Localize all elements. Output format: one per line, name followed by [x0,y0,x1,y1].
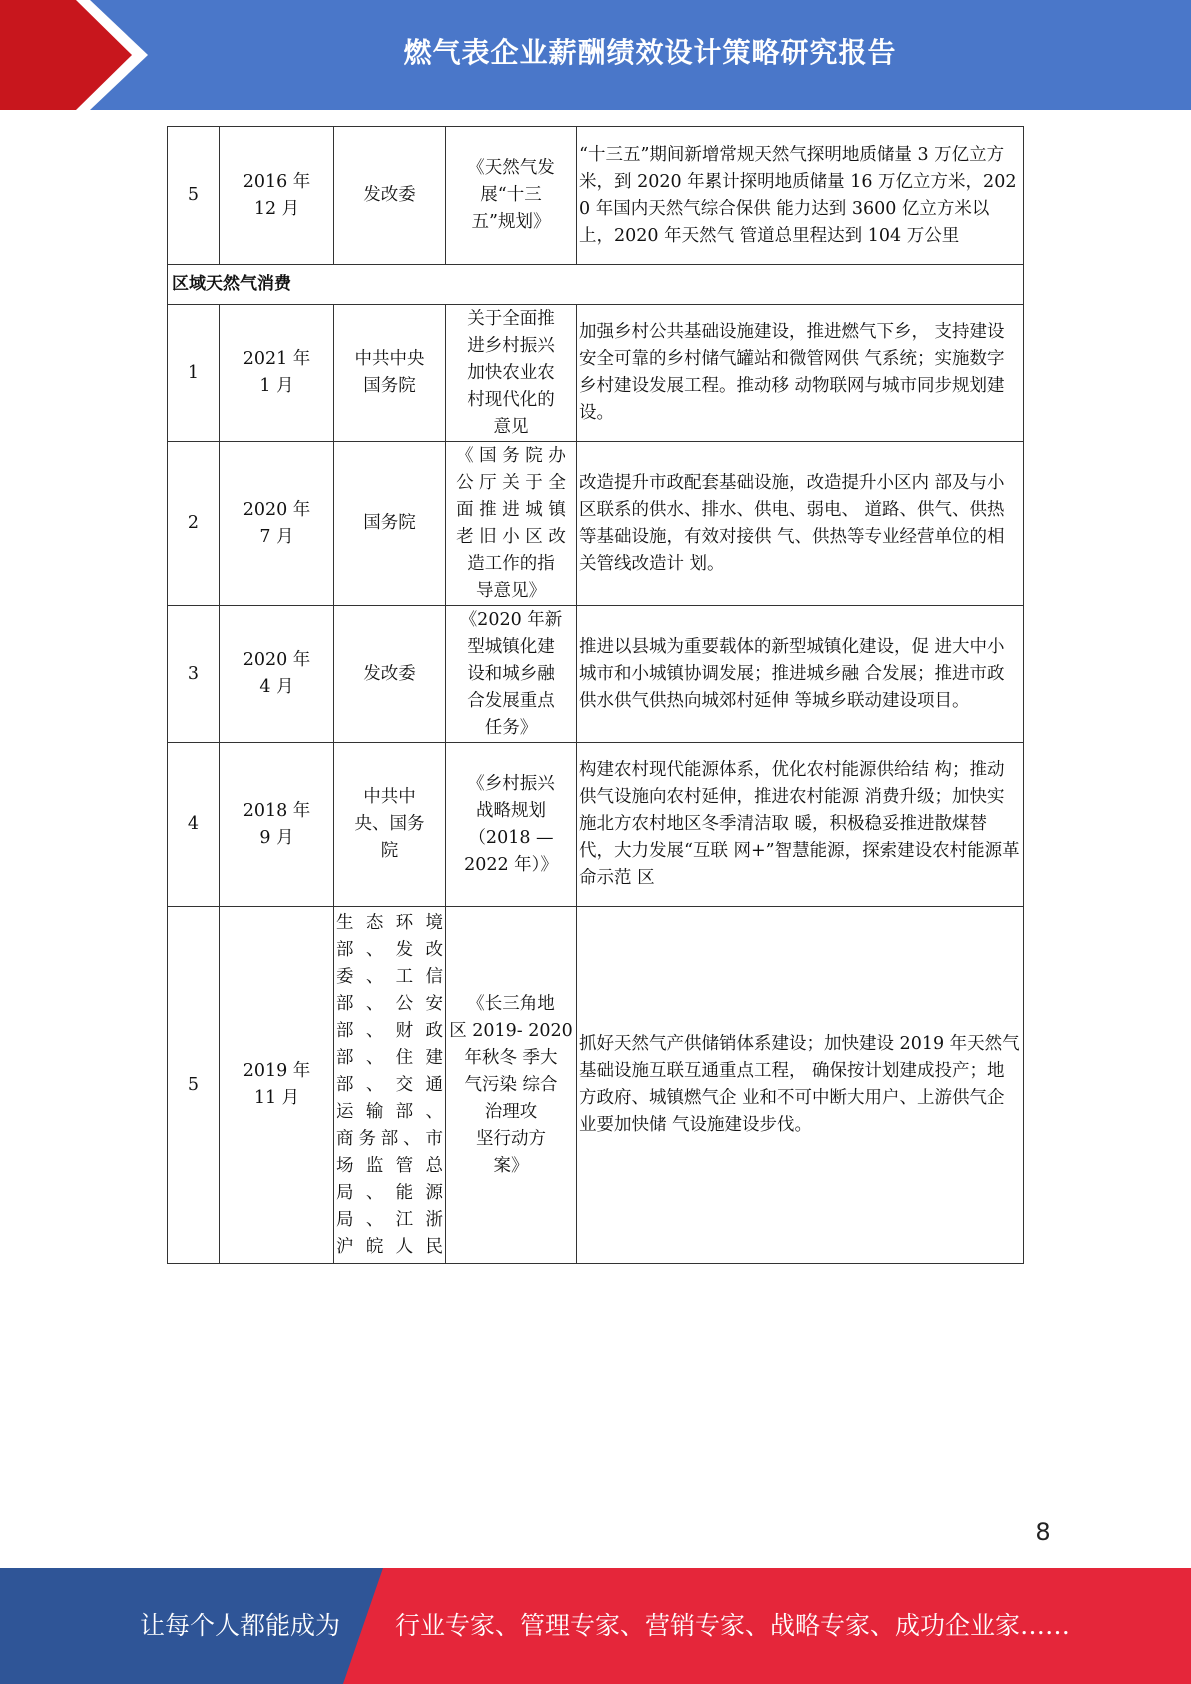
section-title: 区域天然气消费 [168,265,1024,305]
document-cell: 《乡村振兴 战略规划 （2018 — 2022 年）》 [446,743,577,907]
content-cell: 构建农村现代能源体系，优化农村能源供给结 构；推动供气设施向农村延伸，推进农村能源 消费升级；加快实施北方农村地区冬季清洁取 暖，积极稳妥推进散煤替代，大力发展“互联 网+”智慧能源，探索建设农村能源革命示范 区 [577,743,1024,907]
org-cell: 发改委 [334,127,446,265]
page-footer [0,1568,1191,1684]
date-cell: 2016 年 12 月 [220,127,334,265]
table-row [168,442,1024,606]
content-cell: 推进以县城为重要载体的新型城镇化建设，促 进大中小城市和小城镇协调发展；推进城乡融 合发展；推进市政供水供气供热向城郊村延伸 等城乡联动建设项目。 [577,606,1024,743]
org-cell: 中共中 央、国务 院 [334,743,446,907]
date-cell: 2020 年 4 月 [220,606,334,743]
org-cell: 生 态 环 境 部 、 发 改 委 、 工 信 部 、 公 安 部 、 财 政 部 、 住 建 部 、 交 通 运 输 部 、 商务部、市 场 监 管 总 局 、 能 源 局 、 江 浙 沪 皖 人 民 [334,907,446,1264]
date-cell: 2018 年 9 月 [220,743,334,907]
page-number: 8 [1035,1518,1051,1546]
org-cell: 中共中央 国务院 [334,305,446,442]
content-cell: 加强乡村公共基础设施建设，推进燃气下乡， 支持建设安全可靠的乡村储气罐站和微管网供 气系统；实施数字乡村建设发展工程。推动移 动物联网与城市同步规划建设。 [577,305,1024,442]
date-cell: 2019 年 11 月 [220,907,334,1264]
row-number: 2 [168,442,220,606]
document-cell: 《长三角地 区 2019- 2020 年秋冬 季大 气污染 综合 治理攻 坚行动方 案》 [446,907,577,1264]
footer-slogan-left: 让每个人都能成为 [140,1611,341,1640]
document-cell: 《 国 务 院 办 公 厅 关 于 全 面 推 进 城 镇 老 旧 小 区 改 造工作的指 导意见》 [446,442,577,606]
table-row [168,606,1024,743]
document-cell: 《2020 年新 型城镇化建 设和城乡融 合发展重点 任务》 [446,606,577,743]
row-number: 5 [168,127,220,265]
content-cell: 抓好天然气产供储销体系建设；加快建设 2019 年天然气基础设施互联互通重点工程， 确保按计划建成投产；地方政府、城镇燃气企 业和不可中断大用户、上游供气企业要加快储 气设施建设步伐。 [577,907,1024,1264]
document-cell: 《天然气发 展“十三 五”规划》 [446,127,577,265]
section-row [168,265,1024,305]
date-cell: 2021 年 1 月 [220,305,334,442]
row-number: 3 [168,606,220,743]
table-row [168,743,1024,907]
content-cell: “十三五”期间新增常规天然气探明地质储量 3 万亿立方米，到 2020 年累计探明地质储量 16 万亿立方米，2020 年国内天然气综合保供 能力达到 3600 亿立方米以上，2020 年天然气 管道总里程达到 104 万公里 [577,127,1024,265]
row-number: 1 [168,305,220,442]
row-number: 4 [168,743,220,907]
table-row [168,127,1024,265]
document-cell: 关于全面推 进乡村振兴 加快农业农 村现代化的 意见 [446,305,577,442]
policy-table [167,126,1024,1264]
date-cell: 2020 年 7 月 [220,442,334,606]
org-cell: 国务院 [334,442,446,606]
report-title: 燃气表企业薪酬绩效设计策略研究报告 [403,36,897,69]
org-cell: 发改委 [334,606,446,743]
content-cell: 改造提升市政配套基础设施，改造提升小区内 部及与小区联系的供水、排水、供电、弱电、 道路、供气、供热等基础设施，有效对接供 气、供热等专业经营单位的相关管线改造计 划。 [577,442,1024,606]
footer-slogan-right: 行业专家、管理专家、营销专家、战略专家、成功企业家…… [395,1611,1071,1640]
table-row [168,907,1024,1264]
page-header [0,0,1191,110]
row-number: 5 [168,907,220,1264]
table-row [168,305,1024,442]
